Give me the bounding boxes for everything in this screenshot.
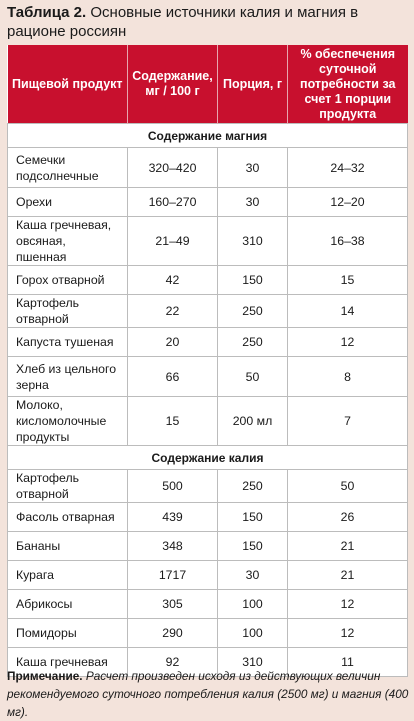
section-title: Содержание магния bbox=[8, 124, 408, 148]
note-text: Расчет произведен исходя из действующих величин рекомендуемого суточного потребления калия (2500 мг) и магния (400 мг). bbox=[7, 669, 409, 719]
portion-cell: 30 bbox=[218, 188, 288, 217]
table-row bbox=[8, 266, 408, 295]
content-cell: 1717 bbox=[128, 561, 218, 590]
content-cell: 320–420 bbox=[128, 148, 218, 188]
caption-text: Основные источники калия и магния в рационе россиян bbox=[7, 4, 359, 40]
section-title: Содержание калия bbox=[8, 446, 408, 470]
header-percent: % обеспечения суточной потребности за счет 1 порции продукта bbox=[288, 45, 408, 124]
note-label: Примечание. bbox=[7, 669, 83, 683]
caption-label: Таблица 2. bbox=[7, 4, 87, 21]
table-caption bbox=[7, 3, 409, 41]
table-row bbox=[8, 217, 408, 266]
header-product: Пищевой продукт bbox=[8, 45, 128, 124]
table-row bbox=[8, 148, 408, 188]
portion-cell: 30 bbox=[218, 148, 288, 188]
percent-cell: 12 bbox=[288, 590, 408, 619]
percent-cell: 16–38 bbox=[288, 217, 408, 266]
portion-cell: 150 bbox=[218, 532, 288, 561]
table-note bbox=[7, 667, 409, 721]
product-cell: Каша гречневая bbox=[8, 648, 128, 677]
percent-cell: 26 bbox=[288, 503, 408, 532]
content-cell: 500 bbox=[128, 470, 218, 503]
product-cell: Молоко, кисломолочные продукты bbox=[8, 397, 128, 446]
product-cell: Картофель отварной bbox=[8, 295, 128, 328]
table-row bbox=[8, 397, 408, 446]
content-cell: 348 bbox=[128, 532, 218, 561]
header-row bbox=[8, 45, 408, 124]
table-row bbox=[8, 532, 408, 561]
portion-cell: 200 мл bbox=[218, 397, 288, 446]
content-cell: 66 bbox=[128, 357, 218, 397]
percent-cell: 21 bbox=[288, 561, 408, 590]
table-row bbox=[8, 561, 408, 590]
content-cell: 290 bbox=[128, 619, 218, 648]
percent-cell: 50 bbox=[288, 470, 408, 503]
percent-cell: 8 bbox=[288, 357, 408, 397]
percent-cell: 12–20 bbox=[288, 188, 408, 217]
product-cell: Горох отварной bbox=[8, 266, 128, 295]
product-cell: Курага bbox=[8, 561, 128, 590]
content-cell: 21–49 bbox=[128, 217, 218, 266]
table-row bbox=[8, 590, 408, 619]
product-cell: Каша гречневая, овсяная, пшенная bbox=[8, 217, 128, 266]
product-cell: Абрикосы bbox=[8, 590, 128, 619]
portion-cell: 30 bbox=[218, 561, 288, 590]
table-row bbox=[8, 328, 408, 357]
portion-cell: 150 bbox=[218, 266, 288, 295]
portion-cell: 150 bbox=[218, 503, 288, 532]
content-cell: 439 bbox=[128, 503, 218, 532]
content-cell: 305 bbox=[128, 590, 218, 619]
content-cell: 20 bbox=[128, 328, 218, 357]
product-cell: Фасоль отварная bbox=[8, 503, 128, 532]
table-row bbox=[8, 188, 408, 217]
content-cell: 15 bbox=[128, 397, 218, 446]
product-cell: Бананы bbox=[8, 532, 128, 561]
table-row bbox=[8, 619, 408, 648]
portion-cell: 50 bbox=[218, 357, 288, 397]
table-row bbox=[8, 357, 408, 397]
portion-cell: 310 bbox=[218, 648, 288, 677]
table-container bbox=[7, 45, 407, 677]
content-cell: 92 bbox=[128, 648, 218, 677]
product-cell: Хлеб из цельного зерна bbox=[8, 357, 128, 397]
header-portion: Порция, г bbox=[218, 45, 288, 124]
percent-cell: 11 bbox=[288, 648, 408, 677]
section-row-potassium bbox=[8, 446, 408, 470]
percent-cell: 14 bbox=[288, 295, 408, 328]
product-cell: Орехи bbox=[8, 188, 128, 217]
portion-cell: 250 bbox=[218, 470, 288, 503]
percent-cell: 24–32 bbox=[288, 148, 408, 188]
product-cell: Помидоры bbox=[8, 619, 128, 648]
portion-cell: 310 bbox=[218, 217, 288, 266]
section-row-magnesium bbox=[8, 124, 408, 148]
product-cell: Картофель отварной bbox=[8, 470, 128, 503]
product-cell: Капуста тушеная bbox=[8, 328, 128, 357]
percent-cell: 7 bbox=[288, 397, 408, 446]
portion-cell: 250 bbox=[218, 328, 288, 357]
portion-cell: 250 bbox=[218, 295, 288, 328]
percent-cell: 15 bbox=[288, 266, 408, 295]
content-cell: 42 bbox=[128, 266, 218, 295]
percent-cell: 12 bbox=[288, 328, 408, 357]
table-row bbox=[8, 470, 408, 503]
product-cell: Семечки подсолнечные bbox=[8, 148, 128, 188]
portion-cell: 100 bbox=[218, 590, 288, 619]
header-content: Содержание, мг / 100 г bbox=[128, 45, 218, 124]
table-row bbox=[8, 503, 408, 532]
table-row bbox=[8, 295, 408, 328]
percent-cell: 12 bbox=[288, 619, 408, 648]
content-cell: 160–270 bbox=[128, 188, 218, 217]
content-cell: 22 bbox=[128, 295, 218, 328]
percent-cell: 21 bbox=[288, 532, 408, 561]
nutrient-table bbox=[7, 45, 408, 677]
portion-cell: 100 bbox=[218, 619, 288, 648]
